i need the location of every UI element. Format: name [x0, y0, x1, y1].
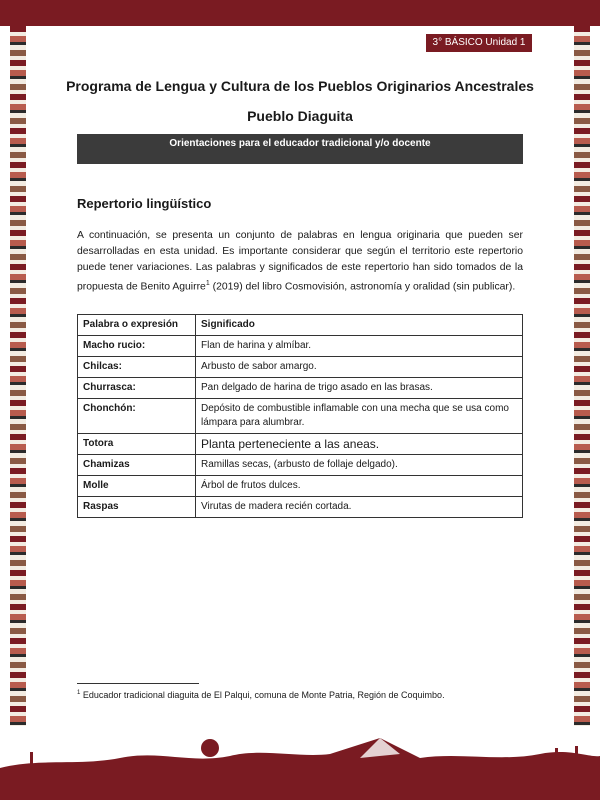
meaning-cell: Pan delgado de harina de trigo asado en las brasas.	[196, 378, 523, 399]
top-header-band	[0, 0, 600, 26]
footnote-divider	[77, 683, 199, 684]
people-title: Pueblo Diaguita	[247, 108, 353, 124]
table-row	[78, 336, 523, 357]
term-cell: Totora	[78, 434, 196, 455]
footnote	[77, 690, 445, 700]
term-cell: Raspas	[78, 497, 196, 518]
table-row	[78, 434, 523, 455]
header-meaning: Significado	[196, 315, 523, 336]
vocabulary-table	[77, 314, 523, 518]
intro-text: A continuación, se presenta un conjunto de palabras en lengua originaria que pueden ser desarrolladas en esta unidad. Es importante considerar que según el territorio este repertorio puede tener variaciones. Las palabras y significados de este repertorio han sido tomados de la propuesta de Benito Aguirre	[77, 230, 523, 293]
meaning-cell: Arbusto de sabor amargo.	[196, 357, 523, 378]
table-row	[78, 497, 523, 518]
section-heading: Repertorio lingüístico	[77, 196, 212, 211]
term-cell: Chonchón:	[78, 399, 196, 434]
term-cell: Chamizas	[78, 455, 196, 476]
right-decorative-border	[574, 26, 590, 726]
section-bar: Orientaciones para el educador tradicional y/o docente	[77, 134, 523, 164]
table-row	[78, 399, 523, 434]
meaning-cell: Ramillas secas, (arbusto de follaje delgado).	[196, 455, 523, 476]
table-row	[78, 378, 523, 399]
footnote-mark: 1	[77, 690, 81, 696]
intro-paragraph	[77, 228, 523, 295]
meaning-cell: Árbol de frutos dulces.	[196, 476, 523, 497]
program-title: Programa de Lengua y Cultura de los Pueblos Originarios Ancestrales	[66, 78, 534, 94]
table-row	[78, 455, 523, 476]
term-cell: Churrasca:	[78, 378, 196, 399]
bottom-landscape-illustration	[0, 728, 600, 800]
intro-text-end: (2019) del libro Cosmovisión, astronomía y oralidad (sin publicar).	[209, 281, 516, 293]
table-header-row	[78, 315, 523, 336]
term-cell: Molle	[78, 476, 196, 497]
footnote-ref: 1	[205, 280, 210, 287]
meaning-cell: Flan de harina y almíbar.	[196, 336, 523, 357]
header-term: Palabra o expresión	[78, 315, 196, 336]
meaning-cell: Virutas de madera recién cortada.	[196, 497, 523, 518]
term-cell: Chilcas:	[78, 357, 196, 378]
table-row	[78, 476, 523, 497]
table-row	[78, 357, 523, 378]
meaning-cell: Depósito de combustible inflamable con una mecha que se usa como lámpara para alumbrar.	[196, 399, 523, 434]
grade-unit-badge: 3° BÁSICO Unidad 1	[426, 34, 532, 52]
term-cell: Macho rucio:	[78, 336, 196, 357]
footnote-text: Educador tradicional diaguita de El Palqui, comuna de Monte Patria, Región de Coquimbo.	[80, 690, 445, 700]
left-decorative-border	[10, 26, 26, 726]
meaning-cell: Planta perteneciente a las aneas.	[196, 434, 523, 455]
